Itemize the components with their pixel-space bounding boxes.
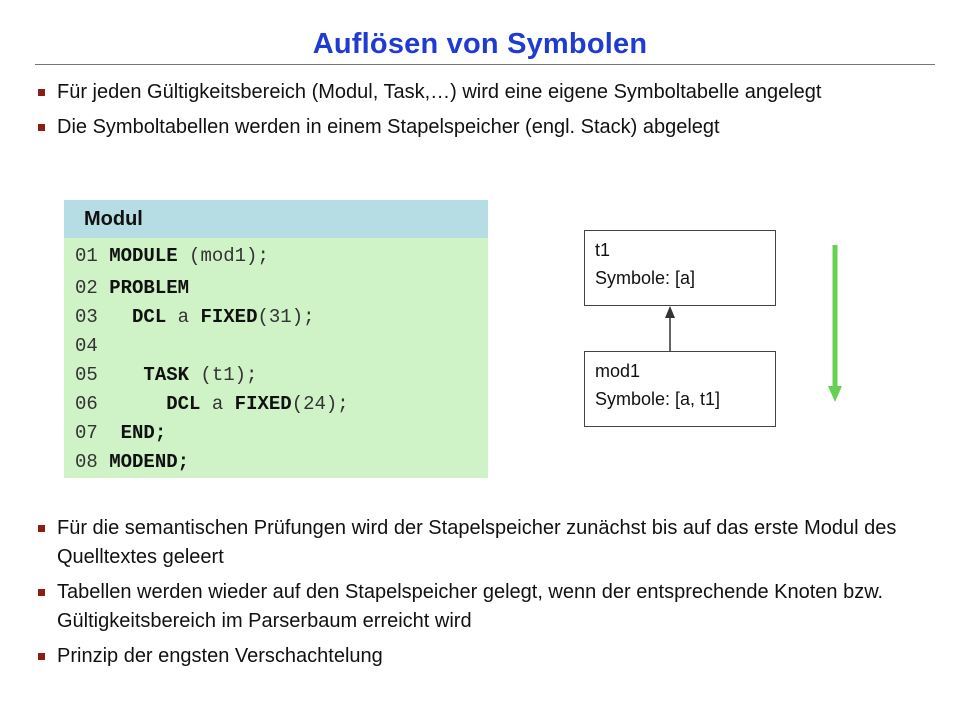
code-keyword: TASK bbox=[143, 364, 190, 386]
code-keyword: DCL bbox=[132, 306, 167, 328]
arrow-head-icon bbox=[665, 306, 675, 318]
slide-title: Auflösen von Symbolen bbox=[312, 28, 648, 60]
symbol-table-symbols: Symbole: [a] bbox=[595, 268, 696, 288]
symbol-table-name: t1 bbox=[595, 240, 611, 260]
square-bullet-icon bbox=[38, 124, 45, 131]
bullet-text: Die Symboltabellen werden in einem Stapelspeicher (engl. Stack) abgelegt bbox=[57, 116, 720, 138]
bullet-item bbox=[35, 578, 915, 636]
parent-pointer-arrow bbox=[665, 306, 675, 351]
bullet-text: Für jeden Gültigkeitsbereich (Modul, Task,…) wird eine eigene Symboltabelle angelegt bbox=[57, 81, 822, 103]
bullet-text: Tabellen werden wieder auf den Stapelspeicher gelegt, wenn der entsprechende Knoten bzw. Gültigkeitsbereich im Parserbaum erreicht wird bbox=[57, 581, 884, 632]
code-listing bbox=[64, 242, 488, 477]
code-line bbox=[75, 419, 488, 448]
code-line bbox=[75, 274, 488, 303]
code-keyword: MODEND; bbox=[109, 451, 190, 473]
square-bullet-icon bbox=[38, 589, 45, 596]
line-number: 01 bbox=[75, 245, 98, 267]
down-arrow-icon bbox=[828, 386, 842, 402]
code-line bbox=[75, 390, 488, 419]
line-number: 06 bbox=[75, 393, 98, 415]
line-number: 05 bbox=[75, 364, 98, 386]
bullet-item bbox=[35, 514, 915, 572]
line-number: 08 bbox=[75, 451, 98, 473]
top-bullet-list bbox=[35, 78, 915, 148]
square-bullet-icon bbox=[38, 653, 45, 660]
code-keyword: PROBLEM bbox=[109, 277, 190, 299]
line-number: 04 bbox=[75, 335, 98, 357]
code-line bbox=[75, 448, 488, 477]
code-keyword: MODULE bbox=[109, 245, 178, 267]
code-text: a bbox=[166, 306, 201, 328]
square-bullet-icon bbox=[38, 525, 45, 532]
code-text: (31); bbox=[257, 306, 315, 328]
bullet-item bbox=[35, 113, 915, 142]
bullet-text: Für die semantischen Prüfungen wird der Stapelspeicher zunächst bis auf das erste Modul des Quelltextes geleert bbox=[57, 517, 897, 568]
code-text: a bbox=[200, 393, 235, 415]
code-keyword: END; bbox=[120, 422, 167, 444]
symbol-table-name: mod1 bbox=[595, 361, 641, 381]
code-keyword: FIXED bbox=[234, 393, 292, 415]
bottom-bullet-list bbox=[35, 514, 915, 677]
line-number: 03 bbox=[75, 306, 98, 328]
stack-direction-arrow bbox=[828, 245, 842, 402]
code-text: (mod1); bbox=[177, 245, 269, 267]
code-line bbox=[75, 332, 488, 361]
square-bullet-icon bbox=[38, 89, 45, 96]
title-divider bbox=[35, 64, 935, 65]
code-keyword: DCL bbox=[166, 393, 201, 415]
code-text: (24); bbox=[291, 393, 349, 415]
symbol-table-symbols: Symbole: [a, t1] bbox=[595, 389, 721, 409]
bullet-text: Prinzip der engsten Verschachtelung bbox=[57, 645, 383, 667]
code-keyword: FIXED bbox=[200, 306, 258, 328]
symbol-table-mod1 bbox=[584, 351, 776, 427]
code-line bbox=[75, 303, 488, 332]
code-line bbox=[75, 242, 488, 271]
code-line bbox=[75, 361, 488, 390]
bullet-item bbox=[35, 642, 915, 671]
code-text: (t1); bbox=[189, 364, 258, 386]
line-number: 07 bbox=[75, 422, 98, 444]
module-code-box bbox=[64, 200, 488, 478]
bullet-item bbox=[35, 78, 915, 107]
symbol-table-t1 bbox=[584, 230, 776, 306]
line-number: 02 bbox=[75, 277, 98, 299]
module-code-header: Modul bbox=[64, 200, 488, 238]
